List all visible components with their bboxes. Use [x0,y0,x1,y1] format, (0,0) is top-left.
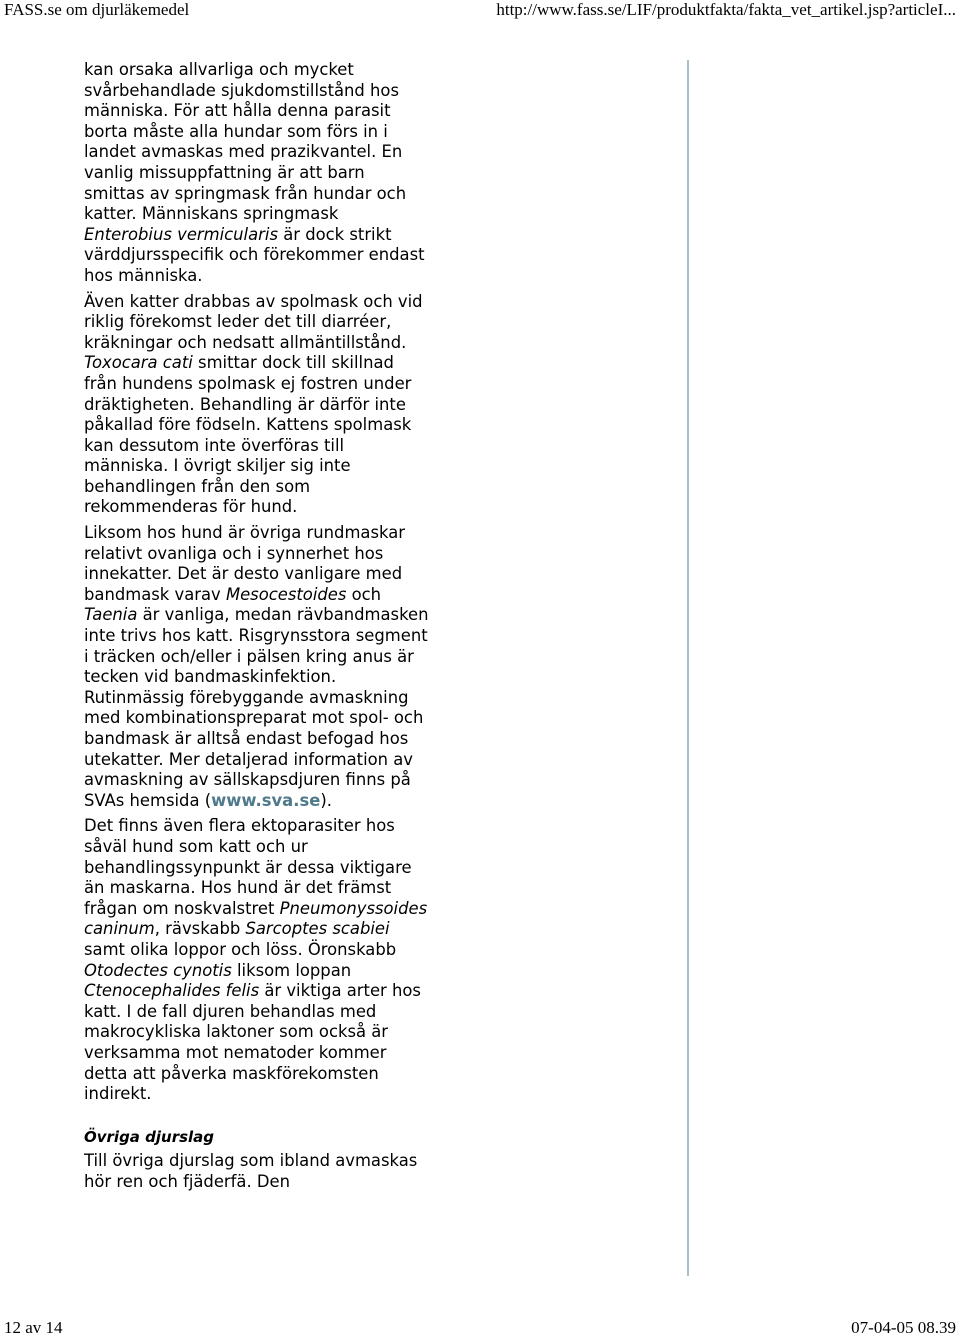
paragraph-cat-roundworm: Även katter drabbas av spolmask och vid riklig förekomst leder det till diarréer, kräkningar och nedsatt allmäntillstånd. Toxocara cati smittar dock till skillnad från hundens spolmask ej fostren under dräktigheten. Behandling är därför inte påkallad före födseln. Kattens spolmask kan dessutom inte överföras till människa. I övrigt skiljer sig inte behandlingen från den som rekommenderas för hund. [84,291,423,517]
sidebar-divider [687,60,689,1276]
species-name: Mesocestoides [225,584,347,604]
article-body [84,60,429,1197]
page-header-title: FASS.se om djurläkemedel [4,0,190,19]
sva-website-link[interactable]: www.sva.se [211,790,321,810]
species-name: Taenia [84,605,138,625]
paragraph-tapeworm-and-pinworm: kan orsaka allvarliga och mycket svårbehandlade sjukdomstillstånd hos människa. För att hålla denna parasit borta måste alla hundar som förs in i landet avmaskas med prazikvantel. En vanlig missuppfattning är att barn smittas av springmask från hundar och katter. Människans springmask Enterobius vermicularis är dock strikt värddjursspecifik och förekommer endast hos människa. [84,60,425,285]
species-name: Sarcoptes scabiei [245,919,390,939]
page-header-url: http://www.fass.se/LIF/produktfakta/fakta_vet_artikel.jsp?articleI... [496,0,956,19]
page-counter: 12 av 14 [4,1318,63,1337]
print-timestamp: 07-04-05 08.39 [851,1318,956,1337]
species-name: Pneumonyssoides caninum [84,898,428,939]
paragraph-ectoparasites: Det finns även flera ektoparasiter hos såväl hund som katt och ur behandlingssynpunkt är dessa viktigare än maskarna. Hos hund är det främst frågan om noskvalstret Pneumonyssoides caninum, rävskabb Sarcoptes scabiei samt olika loppor och löss. Öronskabb Otodectes cynotis liksom loppan Ctenocephalides felis är viktiga arter hos katt. I de fall djuren behandlas med makrocykliska laktoner som också är verksamma mot nematoder kommer detta att påverka maskförekomsten indirekt. [84,816,428,1104]
species-name: Enterobius vermicularis [84,224,278,244]
section-heading-other-species: Övriga djurslag [84,1127,215,1146]
paragraph-other-species: Till övriga djurslag som ibland avmaskas hör ren och fjäderfä. Den [84,1151,418,1191]
species-name: Otodectes cynotis [84,960,232,980]
paragraph-cat-tapeworm: Liksom hos hund är övriga rundmaskar relativt ovanliga och i synnerhet hos innekatter. Det är desto vanligare med bandmask varav Mesocestoides och Taenia är vanliga, medan rävbandmasken inte trivs hos katt. Risgrynsstora segment i träcken och/eller i pälsen kring anus är tecken vid bandmaskinfektion. Rutinmässig förebyggande avmaskning med kombinationspreparat mot spol- och bandmask är alltså endast befogad hos utekatter. Mer detaljerad information av avmaskning av sällskapsdjuren finns på SVAs hemsida (www.sva.se). [84,523,429,810]
species-name: Ctenocephalides felis [84,981,260,1001]
species-name: Toxocara cati [84,353,193,373]
